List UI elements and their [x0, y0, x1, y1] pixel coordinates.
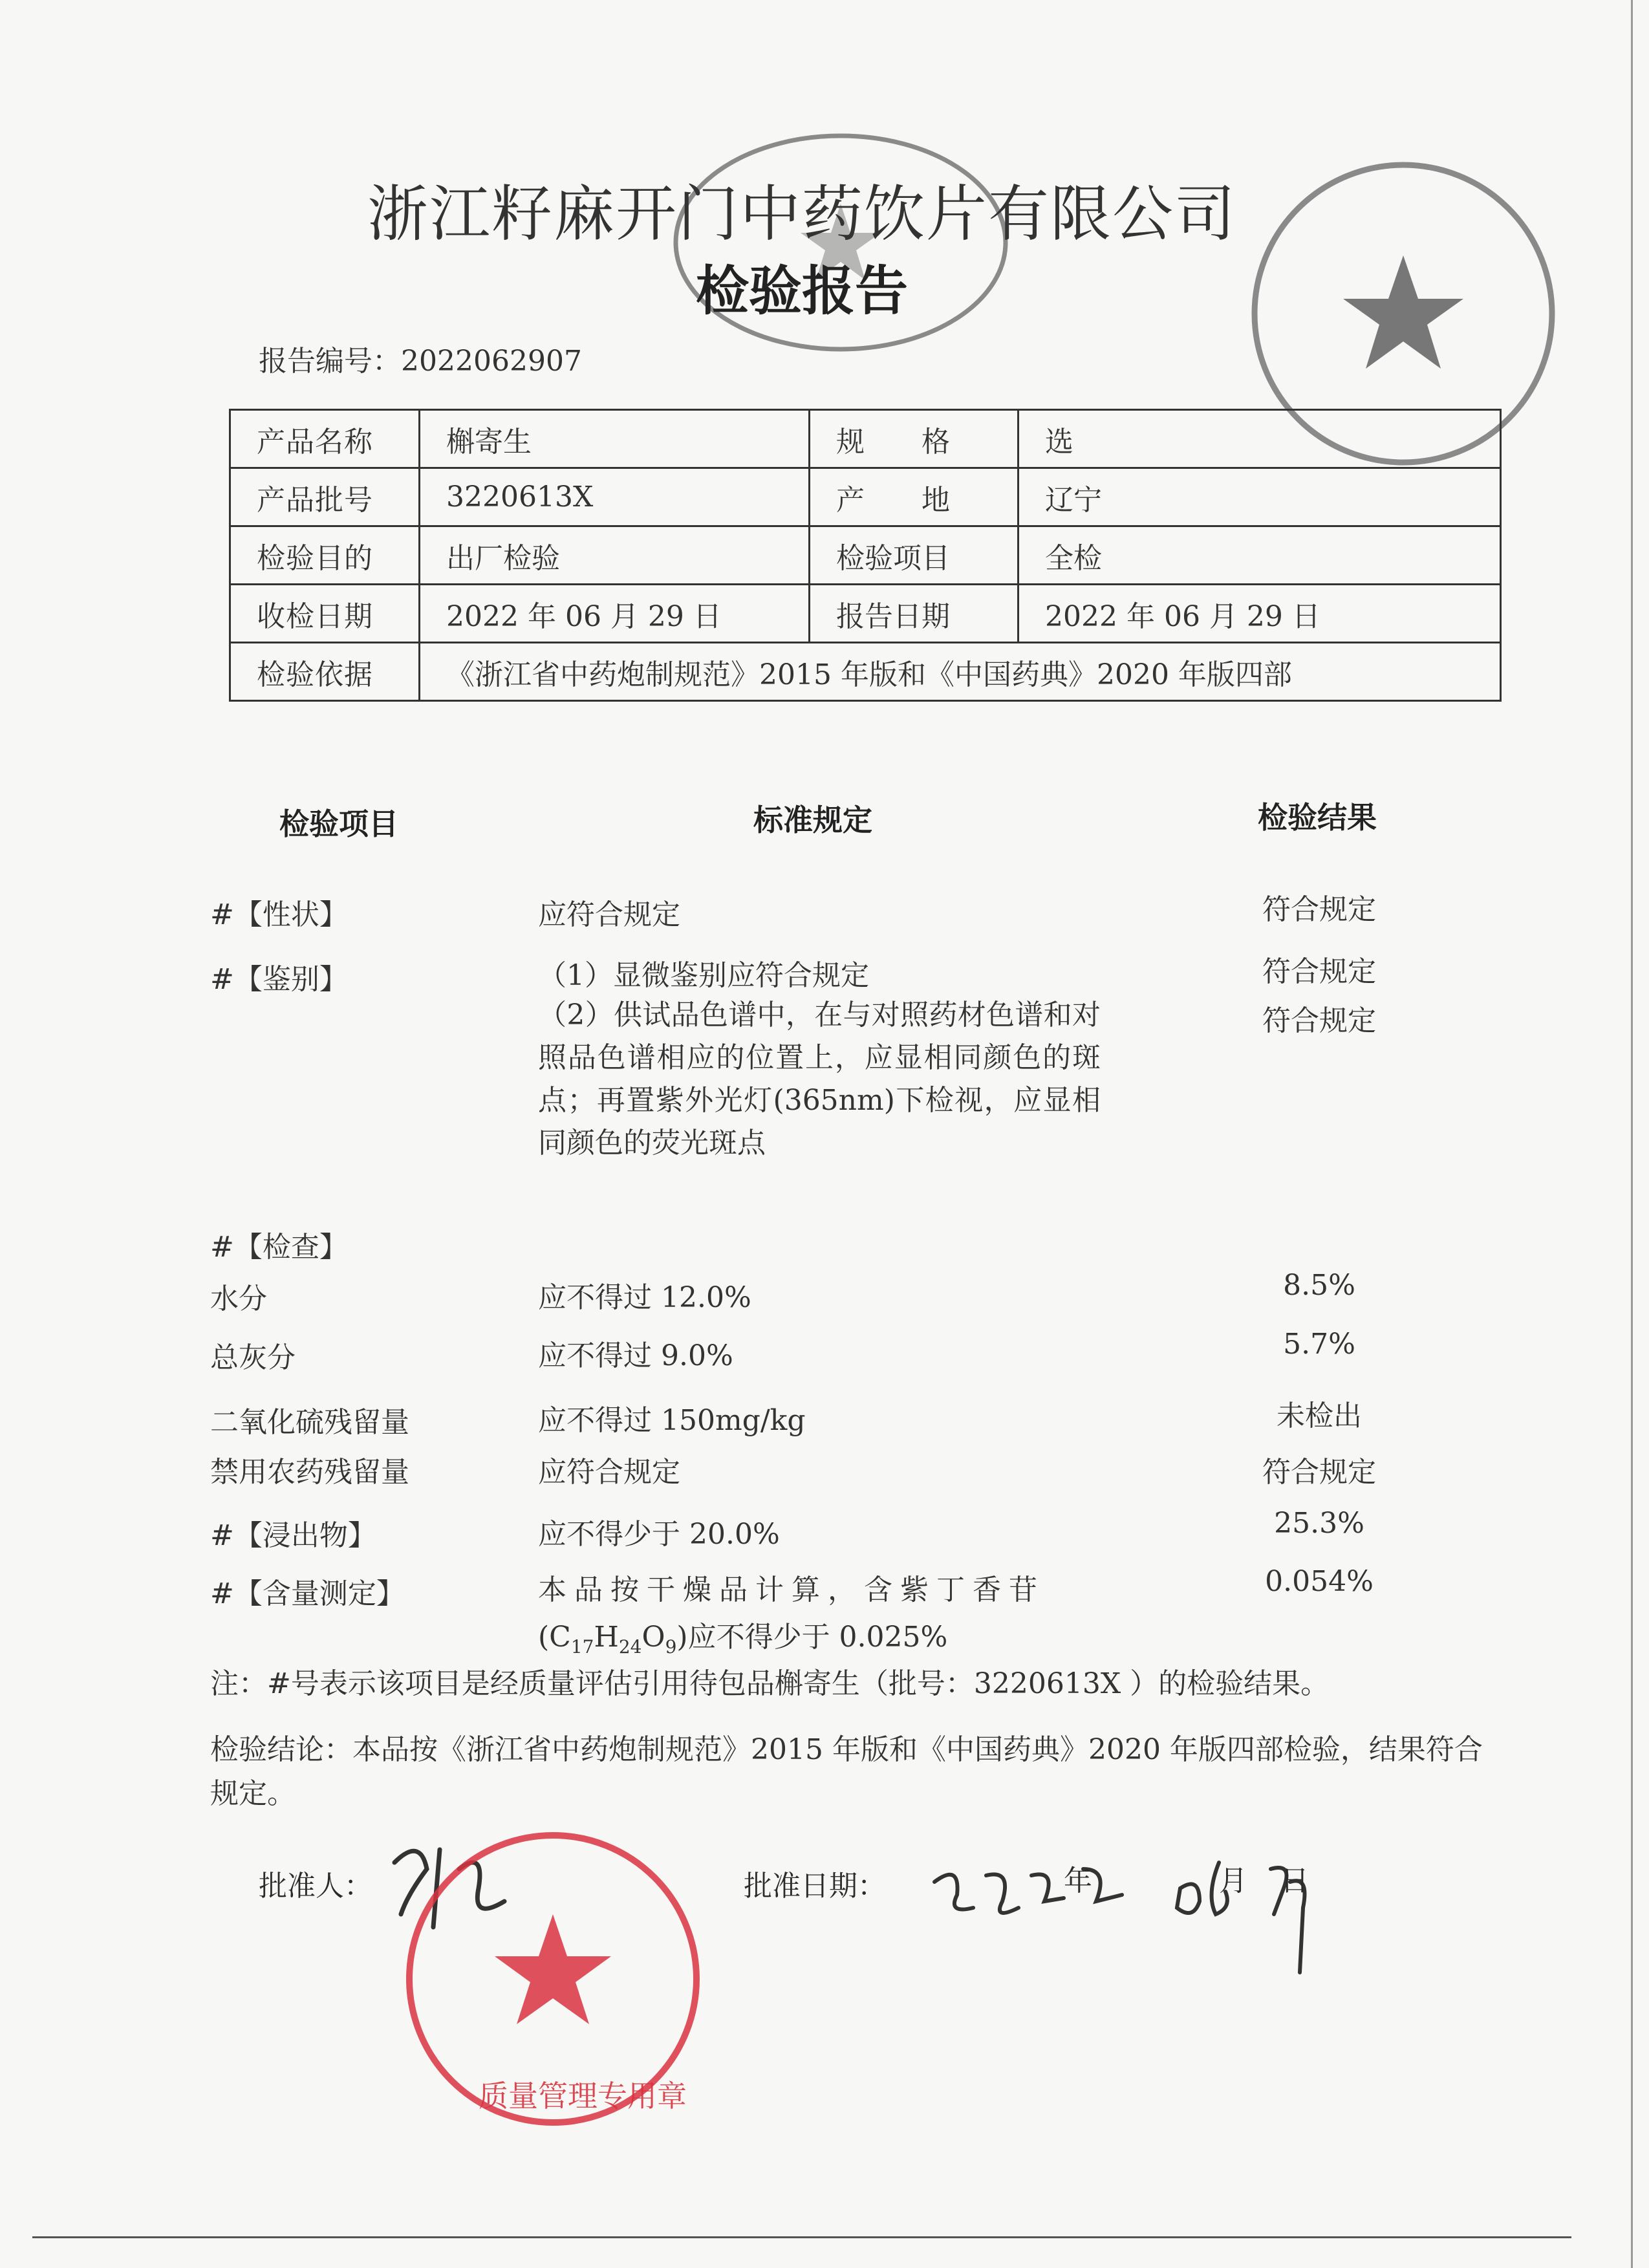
item-jianbie: #【鉴别】	[210, 963, 348, 996]
purpose-label: 检验目的	[230, 526, 420, 585]
std-pesticide: 应符合规定	[538, 1456, 680, 1489]
product-name-label: 产品名称	[230, 410, 420, 468]
std-extract: 应不得少于 20.0%	[538, 1518, 780, 1551]
res-extract: 25.3%	[1274, 1507, 1364, 1540]
std-shuifen: 应不得过 12.0%	[538, 1281, 751, 1314]
spec-value: 选	[1018, 410, 1501, 468]
basis-value: 《浙江省中药炮制规范》2015 年版和《中国药典》2020 年版四部	[420, 643, 1501, 701]
batch-value: 3220613X	[420, 468, 810, 526]
std-so2: 应不得过 150mg/kg	[538, 1404, 806, 1437]
bottom-rule	[32, 2236, 1571, 2238]
batch-label: 产品批号	[230, 468, 420, 526]
formula-h: H	[594, 1621, 619, 1654]
res-xingzhuang: 符合规定	[1262, 893, 1376, 926]
col-header-standard: 标准规定	[753, 803, 872, 837]
item-so2: 二氧化硫残留量	[210, 1406, 409, 1439]
items-value: 全检	[1018, 526, 1501, 585]
origin-value: 辽宁	[1018, 468, 1501, 526]
date-ri: 日	[1280, 1864, 1309, 1897]
approval-date-label: 批准日期：	[744, 1870, 886, 1903]
std-content-line1: 本品按干燥品计算，含紫丁香苷	[538, 1573, 1045, 1606]
origin-label: 产 地	[810, 468, 1018, 526]
receive-date-label: 收检日期	[230, 585, 420, 643]
formula-o: O	[641, 1621, 665, 1654]
report-date-value: 2022 年 06 月 29 日	[1018, 585, 1501, 643]
res-jianbie-1: 符合规定	[1262, 955, 1376, 988]
product-info-table	[229, 409, 1502, 702]
items-label: 检验项目	[810, 526, 1018, 585]
basis-label: 检验依据	[230, 643, 420, 701]
approval-date-handwriting	[921, 1824, 1322, 1992]
stamp-sub-text: 质量管理专用章	[479, 2079, 687, 2113]
product-name-value: 槲寄生	[420, 410, 810, 468]
res-pesticide: 符合规定	[1262, 1456, 1376, 1489]
res-zonghuifen: 5.7%	[1283, 1328, 1355, 1361]
date-yue: 月	[1219, 1864, 1247, 1897]
formula-sub-h: 24	[618, 1636, 642, 1658]
footnote: 注：#号表示该项目是经质量评估引用待包品槲寄生（批号：3220613X ）的检验结果。	[210, 1667, 1330, 1700]
formula-sub-c: 17	[570, 1636, 594, 1658]
item-zonghuifen: 总灰分	[210, 1341, 296, 1374]
date-nian: 年	[1064, 1864, 1092, 1897]
item-content: #【含量测定】	[210, 1577, 405, 1610]
col-header-result: 检验结果	[1258, 800, 1377, 835]
item-jiancha: #【检查】	[210, 1231, 348, 1264]
item-xingzhuang: #【性状】	[210, 898, 348, 931]
receive-date-value: 2022 年 06 月 29 日	[420, 585, 810, 643]
formula-sub-o: 9	[665, 1636, 677, 1658]
std-jianbie-2: （2）供试品色谱中，在与对照药材色谱和对照品色谱相应的位置上，应显相同颜色的斑点；再置紫外光灯(365nm)下检视，应显相同颜色的荧光斑点	[538, 999, 1101, 1160]
std-jianbie-1: （1）显微鉴别应符合规定	[538, 959, 869, 992]
formula-suffix: )应不得少于 0.025%	[676, 1621, 948, 1654]
scan-edge	[1631, 0, 1633, 2268]
std-zonghuifen: 应不得过 9.0%	[538, 1339, 733, 1372]
res-content: 0.054%	[1265, 1565, 1374, 1598]
report-date-label: 报告日期	[810, 585, 1018, 643]
std-xingzhuang: 应符合规定	[538, 898, 680, 931]
spec-label: 规 格	[810, 410, 1018, 468]
report-title: 检验报告	[695, 261, 908, 322]
std-content-line2	[538, 1614, 947, 1658]
purpose-value: 出厂检验	[420, 526, 810, 585]
res-shuifen: 8.5%	[1283, 1269, 1355, 1302]
company-title: 浙江籽麻开门中药饮片有限公司	[367, 179, 1236, 250]
item-pesticide: 禁用农药残留量	[210, 1456, 409, 1489]
approver-label: 批准人：	[259, 1870, 372, 1903]
report-number: 报告编号：2022062907	[259, 345, 582, 378]
formula-prefix: (C	[538, 1621, 571, 1654]
res-so2: 未检出	[1277, 1399, 1362, 1432]
item-extract: #【浸出物】	[210, 1519, 376, 1552]
item-shuifen: 水分	[210, 1282, 267, 1315]
conclusion: 检验结论：本品按《浙江省中药炮制规范》2015 年版和《中国药典》2020 年版四部检验，结果符合规定。	[210, 1733, 1483, 1810]
res-jianbie-2: 符合规定	[1262, 1004, 1376, 1037]
col-header-item: 检验项目	[279, 806, 398, 841]
